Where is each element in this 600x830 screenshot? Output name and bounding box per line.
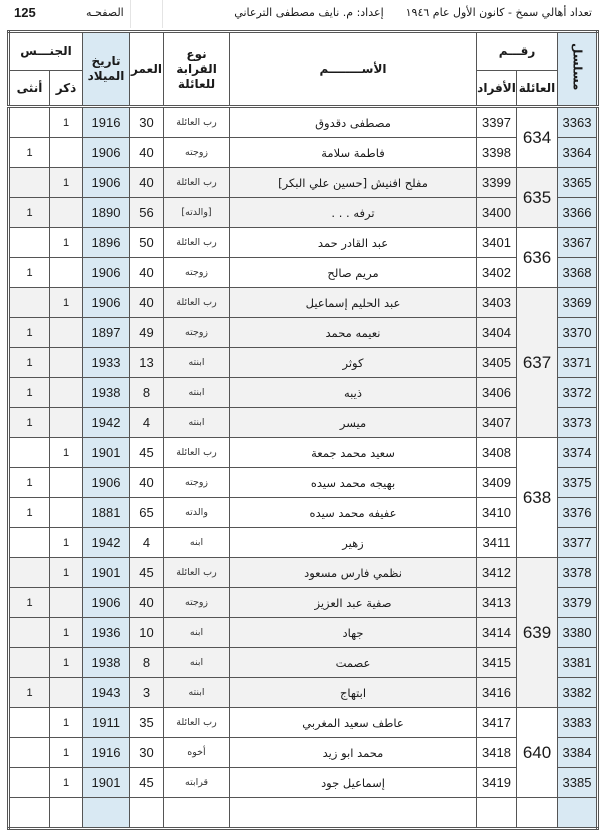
female-header: أنثى — [9, 71, 50, 107]
relation-cell: ابنه — [164, 528, 230, 558]
table-row — [9, 738, 598, 768]
table-row — [9, 768, 598, 798]
name-cell: عبد القادر حمد — [230, 228, 477, 258]
birth-year-cell: 1901 — [83, 438, 130, 468]
table-row — [9, 408, 598, 438]
female-cell — [9, 708, 50, 738]
age-header: العمر — [130, 32, 164, 107]
table-row — [9, 138, 598, 168]
relation-header: نوع القرابة للعائلة — [164, 32, 230, 107]
individual-number-cell: 3400 — [477, 198, 517, 228]
male-cell: 1 — [50, 228, 83, 258]
empty-cell — [517, 798, 558, 829]
relation-cell: ابنته — [164, 678, 230, 708]
page-header — [0, 0, 600, 28]
male-cell — [50, 138, 83, 168]
female-cell: 1 — [9, 468, 50, 498]
individual-number-cell: 3405 — [477, 348, 517, 378]
header-divider — [162, 0, 163, 28]
individual-number-cell: 3398 — [477, 138, 517, 168]
birth-year-cell: 1906 — [83, 138, 130, 168]
table-row — [9, 228, 598, 258]
female-cell: 1 — [9, 348, 50, 378]
individual-number-cell: 3413 — [477, 588, 517, 618]
male-cell — [50, 498, 83, 528]
male-cell: 1 — [50, 438, 83, 468]
serial-cell: 3366 — [558, 198, 598, 228]
age-cell: 13 — [130, 348, 164, 378]
family-number-cell: 634 — [517, 107, 558, 168]
table-row — [9, 528, 598, 558]
table-row — [9, 558, 598, 588]
table-row — [9, 288, 598, 318]
table-row — [9, 498, 598, 528]
serial-cell: 3377 — [558, 528, 598, 558]
header-divider — [130, 0, 131, 28]
birth-year-cell: 1881 — [83, 498, 130, 528]
age-cell: 40 — [130, 468, 164, 498]
birth-year-cell: 1906 — [83, 468, 130, 498]
individual-number-cell: 3406 — [477, 378, 517, 408]
empty-cell — [83, 798, 130, 829]
individual-number-cell: 3401 — [477, 228, 517, 258]
individual-number-cell: 3403 — [477, 288, 517, 318]
female-cell — [9, 438, 50, 468]
age-cell: 30 — [130, 738, 164, 768]
female-cell — [9, 618, 50, 648]
empty-cell — [558, 798, 598, 829]
age-cell: 65 — [130, 498, 164, 528]
female-cell — [9, 528, 50, 558]
birth-year-cell: 1896 — [83, 228, 130, 258]
birth-year-cell: 1906 — [83, 258, 130, 288]
page-label: الصفحـه — [86, 6, 124, 19]
serial-cell: 3381 — [558, 648, 598, 678]
birth-year-cell: 1933 — [83, 348, 130, 378]
relation-cell: رب العائلة — [164, 107, 230, 138]
serial-cell: 3372 — [558, 378, 598, 408]
birth-year-cell: 1901 — [83, 558, 130, 588]
serial-cell: 3378 — [558, 558, 598, 588]
relation-cell: رب العائلة — [164, 228, 230, 258]
empty-cell — [9, 798, 50, 829]
empty-cell — [130, 798, 164, 829]
age-cell: 40 — [130, 168, 164, 198]
serial-cell: 3369 — [558, 288, 598, 318]
serial-cell: 3380 — [558, 618, 598, 648]
table-row — [9, 678, 598, 708]
individual-number-cell: 3416 — [477, 678, 517, 708]
relation-cell: رب العائلة — [164, 168, 230, 198]
age-cell: 40 — [130, 288, 164, 318]
female-cell: 1 — [9, 138, 50, 168]
birth-year-cell: 1890 — [83, 198, 130, 228]
age-cell: 56 — [130, 198, 164, 228]
empty-cell — [164, 798, 230, 829]
male-cell: 1 — [50, 558, 83, 588]
individual-number-cell: 3412 — [477, 558, 517, 588]
birth-year-cell: 1942 — [83, 408, 130, 438]
name-cell: ترفه . . . — [230, 198, 477, 228]
birth-year-cell: 1938 — [83, 378, 130, 408]
female-cell — [9, 228, 50, 258]
male-cell — [50, 348, 83, 378]
female-cell — [9, 768, 50, 798]
family-number-header: العائلة — [517, 71, 558, 107]
male-cell — [50, 678, 83, 708]
birth-year-cell: 1897 — [83, 318, 130, 348]
female-cell: 1 — [9, 258, 50, 288]
relation-cell: [والدته] — [164, 198, 230, 228]
age-cell: 4 — [130, 528, 164, 558]
birth-year-cell: 1942 — [83, 528, 130, 558]
name-cell: عفيفه محمد سيده — [230, 498, 477, 528]
table-row — [9, 168, 598, 198]
individual-number-cell: 3410 — [477, 498, 517, 528]
age-cell: 8 — [130, 378, 164, 408]
name-cell: ابتهاج — [230, 678, 477, 708]
individual-number-header: الأفراد — [477, 71, 517, 107]
census-rows — [9, 107, 598, 829]
relation-cell: رب العائلة — [164, 438, 230, 468]
male-cell: 1 — [50, 738, 83, 768]
serial-cell: 3385 — [558, 768, 598, 798]
individual-number-cell: 3418 — [477, 738, 517, 768]
empty-cell — [230, 798, 477, 829]
female-cell — [9, 168, 50, 198]
serial-cell: 3374 — [558, 438, 598, 468]
family-number-cell: 639 — [517, 558, 558, 708]
table-row — [9, 618, 598, 648]
birth-year-cell: 1938 — [83, 648, 130, 678]
male-cell — [50, 258, 83, 288]
male-cell: 1 — [50, 288, 83, 318]
individual-number-cell: 3404 — [477, 318, 517, 348]
individual-number-cell: 3409 — [477, 468, 517, 498]
age-cell: 45 — [130, 768, 164, 798]
relation-cell: زوجته — [164, 468, 230, 498]
male-cell: 1 — [50, 648, 83, 678]
relation-cell: زوجته — [164, 588, 230, 618]
name-cell: كوثر — [230, 348, 477, 378]
birth-year-header: تاريخ الميلاد — [83, 32, 130, 107]
female-cell: 1 — [9, 498, 50, 528]
male-cell — [50, 198, 83, 228]
individual-number-cell: 3397 — [477, 107, 517, 138]
relation-cell: والدته — [164, 498, 230, 528]
name-header: الأســــــــم — [230, 32, 477, 107]
table-row — [9, 378, 598, 408]
table-row — [9, 107, 598, 138]
individual-number-cell: 3419 — [477, 768, 517, 798]
female-cell: 1 — [9, 588, 50, 618]
serial-cell: 3365 — [558, 168, 598, 198]
relation-cell: ابنه — [164, 648, 230, 678]
male-cell — [50, 378, 83, 408]
relation-cell: ابنته — [164, 408, 230, 438]
empty-cell — [477, 798, 517, 829]
name-cell: عصمت — [230, 648, 477, 678]
female-cell: 1 — [9, 318, 50, 348]
table-row — [9, 198, 598, 228]
birth-year-cell: 1906 — [83, 168, 130, 198]
family-number-cell: 640 — [517, 708, 558, 798]
individual-number-cell: 3415 — [477, 648, 517, 678]
relation-cell: رب العائلة — [164, 708, 230, 738]
census-title: تعداد أهالي سمخ - كانون الأول عام ١٩٤٦ — [405, 6, 592, 19]
serial-cell: 3379 — [558, 588, 598, 618]
serial-cell: 3376 — [558, 498, 598, 528]
document-title — [234, 6, 592, 19]
female-cell — [9, 558, 50, 588]
female-cell: 1 — [9, 378, 50, 408]
individual-number-cell: 3417 — [477, 708, 517, 738]
birth-year-cell: 1943 — [83, 678, 130, 708]
serial-cell: 3383 — [558, 708, 598, 738]
age-cell: 10 — [130, 618, 164, 648]
male-cell — [50, 318, 83, 348]
female-cell: 1 — [9, 408, 50, 438]
birth-year-cell: 1906 — [83, 288, 130, 318]
census-table — [7, 30, 599, 830]
table-row — [9, 708, 598, 738]
name-cell: نظمي فارس مسعود — [230, 558, 477, 588]
age-cell: 35 — [130, 708, 164, 738]
age-cell: 40 — [130, 138, 164, 168]
name-cell: ميسر — [230, 408, 477, 438]
table-row — [9, 588, 598, 618]
age-cell: 40 — [130, 258, 164, 288]
female-cell: 1 — [9, 198, 50, 228]
name-cell: ذيبه — [230, 378, 477, 408]
individual-number-cell: 3407 — [477, 408, 517, 438]
female-cell — [9, 738, 50, 768]
sex-group-header: الجنـــس — [9, 32, 83, 71]
individual-number-cell: 3411 — [477, 528, 517, 558]
prepared-by: إعداد: م. نايف مصطفى الترعاني — [234, 6, 384, 19]
relation-cell: رب العائلة — [164, 288, 230, 318]
male-cell: 1 — [50, 708, 83, 738]
age-cell: 3 — [130, 678, 164, 708]
age-cell: 45 — [130, 558, 164, 588]
age-cell: 50 — [130, 228, 164, 258]
name-cell: مريم صالح — [230, 258, 477, 288]
serial-cell: 3368 — [558, 258, 598, 288]
family-number-cell: 636 — [517, 228, 558, 288]
individual-number-cell: 3402 — [477, 258, 517, 288]
serial-cell: 3363 — [558, 107, 598, 138]
male-cell: 1 — [50, 618, 83, 648]
serial-cell: 3373 — [558, 408, 598, 438]
serial-cell: 3367 — [558, 228, 598, 258]
relation-cell: ابنته — [164, 348, 230, 378]
male-cell: 1 — [50, 107, 83, 138]
name-cell: نعيمه محمد — [230, 318, 477, 348]
relation-cell: ابنته — [164, 378, 230, 408]
name-cell: عاطف سعيد المغربي — [230, 708, 477, 738]
birth-year-cell: 1911 — [83, 708, 130, 738]
name-cell: عبد الحليم إسماعيل — [230, 288, 477, 318]
serial-cell: 3364 — [558, 138, 598, 168]
name-cell: فاطمة سلامة — [230, 138, 477, 168]
table-row — [9, 468, 598, 498]
name-cell: سعيد محمد جمعة — [230, 438, 477, 468]
serial-cell: 3371 — [558, 348, 598, 378]
birth-year-cell: 1916 — [83, 738, 130, 768]
relation-cell: زوجته — [164, 318, 230, 348]
birth-year-cell: 1906 — [83, 588, 130, 618]
serial-cell: 3375 — [558, 468, 598, 498]
age-cell: 49 — [130, 318, 164, 348]
family-number-cell: 638 — [517, 438, 558, 558]
female-cell — [9, 288, 50, 318]
relation-cell: ابنه — [164, 618, 230, 648]
male-cell — [50, 408, 83, 438]
male-cell: 1 — [50, 168, 83, 198]
name-cell: محمد ابو زيد — [230, 738, 477, 768]
name-cell: إسماعيل جود — [230, 768, 477, 798]
name-cell: جهاد — [230, 618, 477, 648]
serial-cell: 3384 — [558, 738, 598, 768]
table-row — [9, 648, 598, 678]
male-cell: 1 — [50, 528, 83, 558]
family-number-cell: 635 — [517, 168, 558, 228]
family-number-cell: 637 — [517, 288, 558, 438]
relation-cell: قرابته — [164, 768, 230, 798]
table-row — [9, 258, 598, 288]
name-cell: صفية عبد العزيز — [230, 588, 477, 618]
individual-number-cell: 3414 — [477, 618, 517, 648]
male-cell: 1 — [50, 768, 83, 798]
relation-cell: زوجته — [164, 258, 230, 288]
birth-year-cell: 1901 — [83, 768, 130, 798]
relation-cell: أخوه — [164, 738, 230, 768]
serial-cell: 3370 — [558, 318, 598, 348]
male-cell — [50, 468, 83, 498]
individual-number-cell: 3399 — [477, 168, 517, 198]
empty-row — [9, 798, 598, 829]
age-cell: 30 — [130, 107, 164, 138]
birth-year-cell: 1916 — [83, 107, 130, 138]
serial-header: مسلسل — [558, 32, 598, 107]
male-header: ذكر — [50, 71, 83, 107]
individual-number-cell: 3408 — [477, 438, 517, 468]
serial-cell: 3382 — [558, 678, 598, 708]
age-cell: 4 — [130, 408, 164, 438]
empty-cell — [50, 798, 83, 829]
age-cell: 8 — [130, 648, 164, 678]
male-cell — [50, 588, 83, 618]
birth-year-cell: 1936 — [83, 618, 130, 648]
name-cell: بهيجه محمد سيده — [230, 468, 477, 498]
name-cell: مفلح افنيش [حسين علي البكر] — [230, 168, 477, 198]
age-cell: 45 — [130, 438, 164, 468]
name-cell: مصطفى دقدوق — [230, 107, 477, 138]
page-number: 125 — [14, 5, 36, 20]
female-cell: 1 — [9, 678, 50, 708]
female-cell — [9, 107, 50, 138]
female-cell — [9, 648, 50, 678]
relation-cell: رب العائلة — [164, 558, 230, 588]
table-row — [9, 438, 598, 468]
table-row — [9, 318, 598, 348]
age-cell: 40 — [130, 588, 164, 618]
table-row — [9, 348, 598, 378]
name-cell: زهير — [230, 528, 477, 558]
number-group-header: رقـــم — [477, 32, 558, 71]
relation-cell: زوجته — [164, 138, 230, 168]
